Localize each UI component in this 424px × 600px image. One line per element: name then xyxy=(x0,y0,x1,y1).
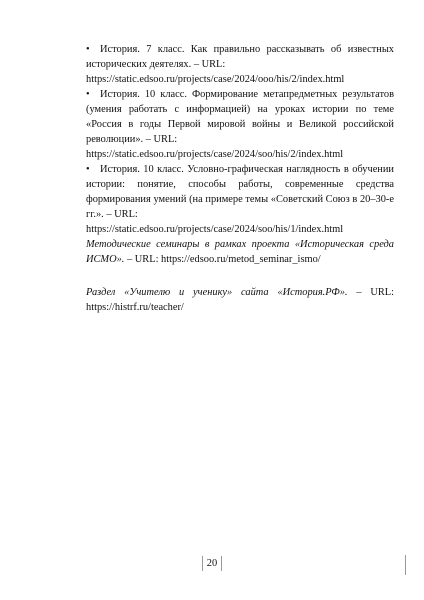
section-paragraph xyxy=(86,285,394,315)
entry-url-link[interactable]: https://static.edsoo.ru/projects/case/2024/ooo/his/2/index.html xyxy=(86,74,345,85)
bullet: • xyxy=(86,89,90,100)
entry-text: История. 10 класс. Формирование метапредметных результатов (умения работать с информацией) на уроках истории по теме «Россия в годы Первой мировой войны и Великой российской революции». – URL: xyxy=(86,89,394,145)
page-number-footer xyxy=(0,556,424,571)
seminars-paragraph xyxy=(86,237,394,267)
section-title: Раздел «Учителю и ученику» сайта «История.РФ». xyxy=(86,287,348,298)
seminars-url-link[interactable]: – URL: https://edsoo.ru/metod_seminar_ismo/ xyxy=(124,254,321,265)
seminars-title: Методические семинары в рамках проекта «Историческая среда ИСМО». xyxy=(86,239,394,265)
bullet: • xyxy=(86,164,90,175)
list-item xyxy=(86,162,394,237)
bullet: • xyxy=(86,44,90,55)
page-content xyxy=(86,42,394,315)
list-item xyxy=(86,42,394,87)
page-number: 20 xyxy=(202,556,222,571)
entry-url-link[interactable]: https://static.edsoo.ru/projects/case/2024/soo/his/1/index.html xyxy=(86,224,344,235)
section-url-link[interactable]: – URL: https://histrf.ru/teacher/ xyxy=(86,287,395,313)
list-item xyxy=(86,87,394,162)
entry-text: История. 7 класс. Как правильно рассказывать об известных исторических деятелях. – URL: xyxy=(86,44,394,70)
footer-rule xyxy=(405,555,406,575)
entry-text: История. 10 класс. Условно-графическая наглядность в обучении истории: понятие, способы работы, современные средства формирования умений (на примере темы «Советский Союз в 20–30-е гг.». – URL: xyxy=(86,164,394,220)
spacer xyxy=(86,267,394,285)
entry-url-link[interactable]: https://static.edsoo.ru/projects/case/2024/soo/his/2/index.html xyxy=(86,149,344,160)
